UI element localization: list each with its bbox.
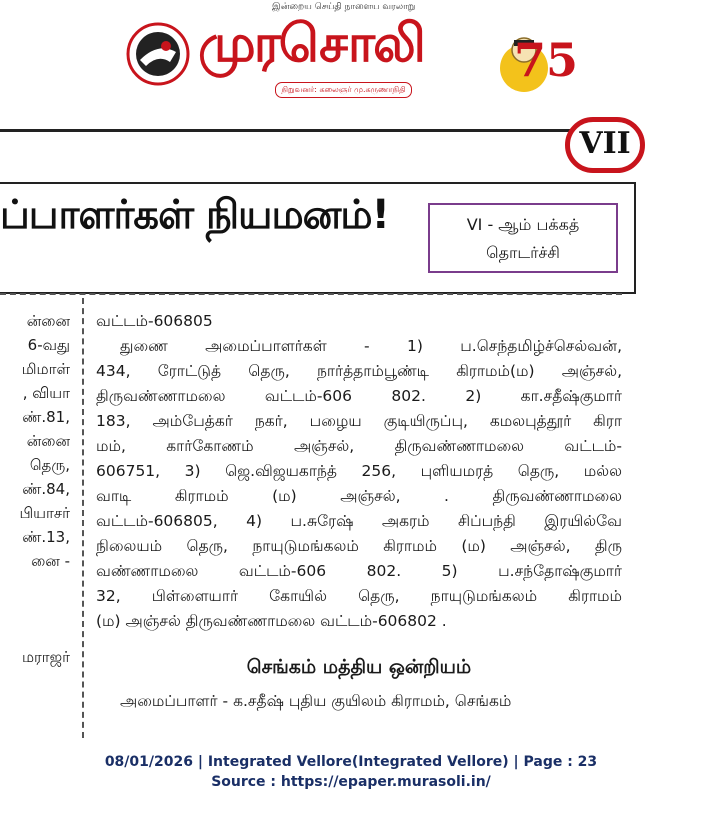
left-line: மிமாள்	[21, 360, 70, 378]
left-line: ன்னை	[26, 432, 70, 450]
body-line: (ம) அஞ்சல் திருவண்ணாமலை வட்டம்-606802 .	[96, 612, 447, 630]
top-rule	[0, 129, 572, 132]
continued-box	[428, 203, 618, 273]
continued-line-1: VI - ஆம் பக்கத்	[466, 215, 580, 234]
footer	[0, 752, 702, 792]
left-line: தெரு,	[29, 456, 70, 474]
left-line: னை -	[31, 552, 70, 570]
left-line: பியாசர்	[19, 504, 70, 522]
headline: ப்பாளர்கள் நியமனம்!	[0, 192, 389, 238]
anniversary-number: 75	[513, 33, 579, 87]
founder-line: நிறுவனர்: கலைஞர் மு.கருணாநிதி	[275, 82, 412, 98]
body-line: 606751, 3) ஜெ.விஜயகாந்த் 256, புளியமரத் தெரு, மல்ல	[96, 462, 622, 480]
left-line: 6-வது	[27, 336, 70, 354]
masthead	[0, 0, 702, 110]
body-line: 32, பிள்ளையார் கோயில் தெரு, நாயுடுமங்கலம் கிராமம்	[96, 587, 622, 605]
footer-source-line: Source : https://epaper.murasoli.in/	[211, 774, 491, 790]
body-line: துணை அமைப்பாளர்கள் - 1) ப.செந்தமிழ்ச்செல்வன்,	[120, 337, 622, 355]
section-subheading: செங்கம் மத்திய ஒன்றியம்	[246, 656, 472, 678]
anniversary-emblem	[492, 4, 582, 104]
body-line: வாடி கிராமம் (ம) அஞ்சல், . திருவண்ணாமலை	[96, 487, 622, 505]
body-line: 183, அம்பேத்கர் நகர், பழைய குடியிருப்பு, கமலபுத்தூர் கிரா	[96, 412, 622, 430]
masthead-tagline: இன்றைய செய்தி நாளைய வரலாறு	[272, 2, 416, 12]
left-line: , வியா	[22, 384, 70, 402]
body-line: வண்ணாமலை வட்டம்-606 802. 5) ப.சந்தோஷ்குமார்	[96, 562, 622, 580]
body-line: வட்டம்-606805	[96, 312, 213, 330]
body-line: திருவண்ணாமலை வட்டம்-606 802. 2) கா.சதீஷ்குமார்	[96, 387, 622, 405]
left-line: ன்னை	[26, 312, 70, 330]
body-line: வட்டம்-606805, 4) ப.சுரேஷ் அகரம் சிப்பந்தி இரயில்வே	[96, 512, 622, 530]
left-line: ண்.13,	[22, 528, 70, 546]
body-line: 434, ரோட்டுத் தெரு, நார்த்தாம்பூண்டி கிராமம்(ம) அஞ்சல்,	[96, 362, 622, 380]
left-line: ண்.84,	[22, 480, 70, 498]
page-number-badge: VII	[565, 117, 645, 173]
masthead-logo: முரசொலி	[198, 14, 424, 74]
continued-line-2: தொடர்ச்சி	[486, 243, 560, 262]
left-line: மராஜர்	[21, 648, 70, 666]
left-line: ண்.81,	[22, 408, 70, 426]
party-emblem-icon	[126, 22, 190, 86]
body-line: அமைப்பாளர் - க.சதீஷ் புதிய குயிலம் கிராமம், செங்கம்	[120, 692, 512, 710]
body-line: மம், கார்கோணம் அஞ்சல், திருவண்ணாமலை வட்டம்-	[96, 437, 622, 455]
section-divider	[0, 293, 622, 295]
footer-date-line: 08/01/2026 | Integrated Vellore(Integrated Vellore) | Page : 23	[104, 754, 598, 770]
column-divider	[82, 298, 84, 738]
body-line: நிலையம் தெரு, நாயுடுமங்கலம் கிராமம் (ம) அஞ்சல், திரு	[96, 537, 622, 555]
